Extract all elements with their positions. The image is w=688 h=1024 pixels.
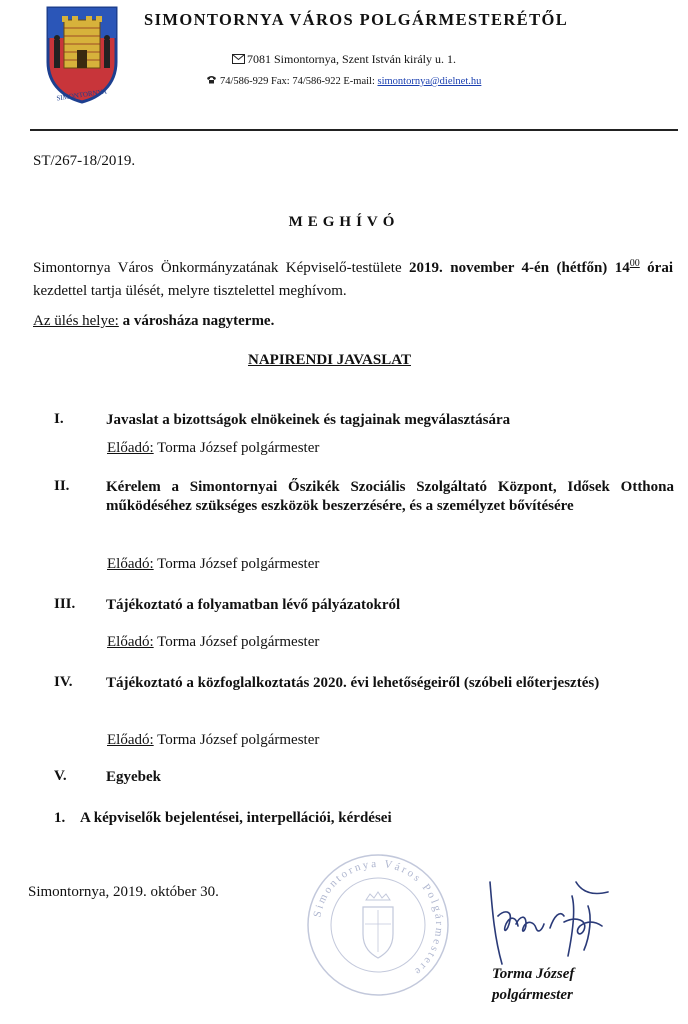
agenda-item-title: Tájékoztató a közfoglalkoztatás 2020. évi lehetőségeiről (szóbeli előterjesztés): [106, 675, 600, 691]
agenda-subitem-number: 1.: [54, 810, 66, 826]
contact-text: 74/586-929 Fax: 74/586-922 E-mail:: [220, 76, 378, 87]
intro-text-1: Simontornya Város Önkormányzatának Képviselő-testülete: [33, 260, 410, 276]
crest-caption: SIMONTORNYA: [55, 87, 108, 103]
address-line: [232, 52, 456, 67]
intro-paragraph: [33, 252, 673, 303]
agenda-heading: NAPIRENDI JAVASLAT: [248, 352, 411, 368]
signer-name: Torma József: [492, 966, 575, 982]
intro-text-2: kezdettel tartja ülését, melyre tisztelettel meghívom.: [33, 283, 347, 299]
presenter-label: Előadó:: [107, 732, 154, 748]
presenter-label: Előadó:: [107, 634, 154, 650]
meeting-venue: [33, 313, 274, 330]
agenda-item-title: Kérelem a Simontornyai Őszikék Szociális Szolgáltató Központ, Idősek Otthona működéséhez szükséges eszközök beszerzésére, és a személyzet bővítésére: [106, 479, 674, 514]
document-title: MEGHÍVÓ: [288, 214, 400, 230]
meeting-date: 2019. november 4-én (hétfőn) 14: [409, 260, 630, 276]
email-link[interactable]: simontornya@dielnet.hu: [377, 76, 482, 87]
agenda-item-presenter: [107, 440, 319, 457]
agenda-item-title: Javaslat a bizottságok elnökeinek és tagjainak megválasztására: [106, 412, 511, 428]
agenda-item-presenter: [107, 634, 319, 651]
agenda-item-presenter: [107, 556, 319, 573]
reference-number: ST/267-18/2019.: [33, 153, 136, 169]
organization-name: SIMONTORNYA VÁROS POLGÁRMESTERÉTŐL: [144, 10, 569, 29]
agenda-item-title: Tájékoztató a folyamatban lévő pályázatokról: [106, 597, 401, 613]
agenda-item-title: Egyebek: [106, 769, 162, 785]
town-crest-logo: [44, 4, 120, 104]
presenter-name: Torma József polgármester: [157, 440, 320, 456]
envelope-icon: [232, 54, 245, 64]
agenda-item-number: IV.: [54, 674, 73, 690]
presenter-label: Előadó:: [107, 440, 154, 456]
telephone-icon: [206, 75, 217, 84]
meeting-time-minutes: 00: [629, 258, 640, 269]
agenda-item-number: I.: [54, 411, 64, 427]
agenda-subitem-title: A képviselők bejelentései, interpellációi, kérdései: [80, 810, 392, 826]
agenda-item-number: II.: [54, 478, 70, 494]
presenter-name: Torma József polgármester: [157, 732, 320, 748]
address-text: 7081 Simontornya, Szent István király u. 1.: [247, 52, 456, 66]
presenter-name: Torma József polgármester: [157, 556, 320, 572]
venue-value: a városháza nagyterme.: [122, 313, 275, 329]
header-divider: [30, 129, 678, 131]
agenda-item-number: V.: [54, 768, 67, 784]
contact-line: [206, 75, 481, 87]
venue-label: Az ülés helye:: [33, 313, 119, 329]
agenda-item-presenter: [107, 732, 319, 749]
presenter-label: Előadó:: [107, 556, 154, 572]
seal-text: Simontornya Város Polgármestere: [311, 857, 446, 979]
presenter-name: Torma József polgármester: [157, 634, 320, 650]
agenda-item-number: III.: [54, 596, 76, 612]
signer-role: polgármester: [492, 987, 573, 1003]
meeting-time-suffix: órai: [639, 260, 674, 276]
official-seal-stamp: [305, 852, 451, 998]
handwritten-signature: [480, 876, 630, 968]
place-and-date: Simontornya, 2019. október 30.: [28, 884, 219, 900]
